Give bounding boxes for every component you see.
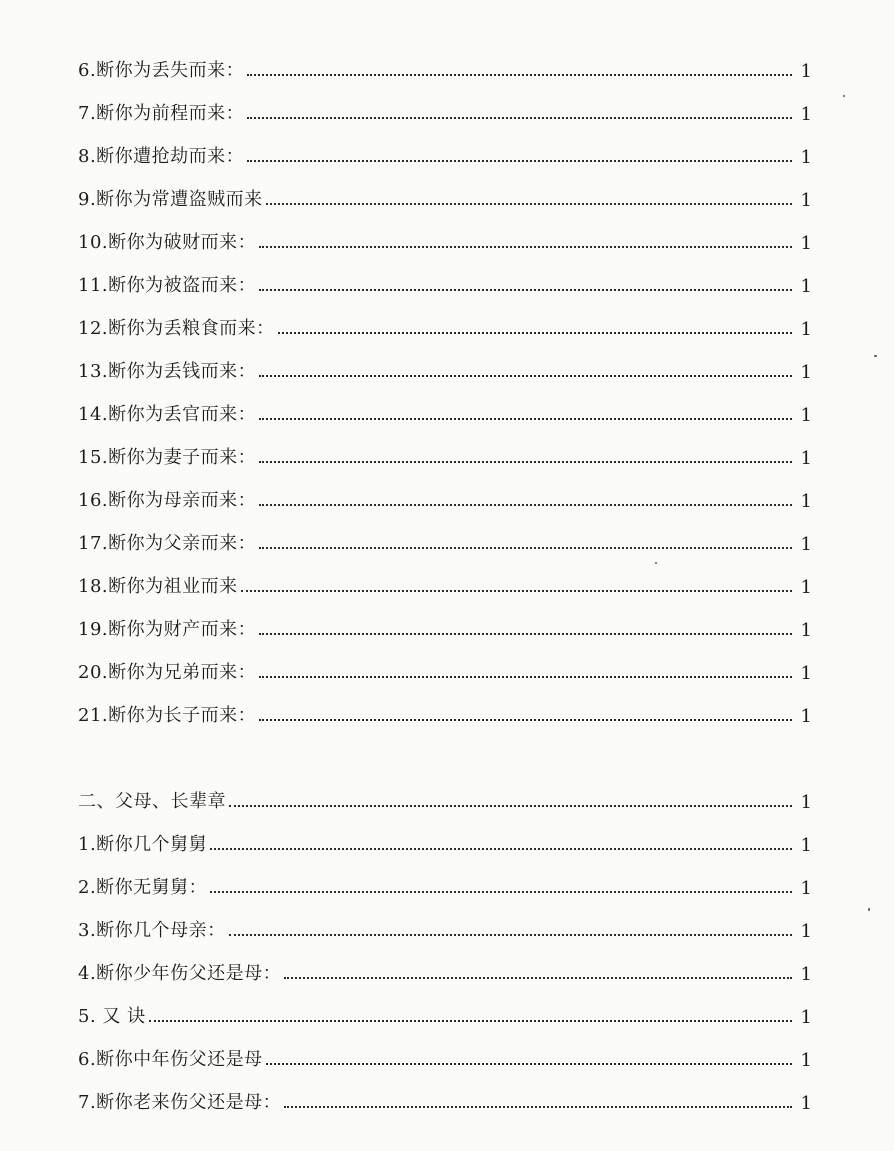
page-number: 1 [800,577,812,598]
dot-leader [259,246,792,248]
toc-entry[interactable] [78,955,812,985]
entry-label: 19.断你为财产而来： [78,619,257,640]
dot-leader [259,719,792,721]
page-number: 1 [800,1007,812,1028]
toc-entry[interactable] [78,95,812,125]
page-number: 1 [800,663,812,684]
entry-label: 8.断你遭抢劫而来： [78,146,245,167]
dot-leader [210,891,792,893]
page-number: 1 [800,878,812,899]
page-number: 1 [800,319,812,340]
toc-entry[interactable] [78,224,812,254]
entry-label: 16.断你为母亲而来： [78,490,257,511]
toc-entry[interactable] [78,52,812,82]
dot-leader [229,805,792,807]
dot-leader [259,633,792,635]
dot-leader [284,1106,792,1108]
page-number: 1 [800,491,812,512]
page-number: 1 [800,104,812,125]
dot-leader [259,289,792,291]
entry-label: 13.断你为丢钱而来： [78,361,257,382]
dot-leader [247,117,792,119]
page-number: 1 [800,1050,812,1071]
dot-leader [259,375,792,377]
entry-label: 17.断你为父亲而来： [78,533,257,554]
page-number: 1 [800,706,812,727]
dot-leader [259,676,792,678]
page-number: 1 [800,792,812,813]
dot-leader [266,203,792,205]
page-number: 1 [800,835,812,856]
toc-entry[interactable] [78,353,812,383]
toc-entry[interactable] [78,611,812,641]
page-number: 1 [800,1093,812,1114]
entry-label: 6.断你为丢失而来： [78,60,245,81]
page-number: 1 [800,405,812,426]
page-number: 1 [800,620,812,641]
dot-leader [266,1063,792,1065]
page-number: 1 [800,921,812,942]
toc-entry[interactable] [78,138,812,168]
dot-leader [241,590,792,592]
section-heading-label: 二、父母、长辈章 [78,791,226,812]
dot-leader [259,547,792,549]
toc-entry[interactable] [78,826,812,856]
dot-leader [210,848,792,850]
page-number: 1 [800,276,812,297]
entry-label: 6.断你中年伤父还是母 [78,1049,263,1070]
toc-entry[interactable] [78,697,812,727]
toc-entry[interactable] [78,568,812,598]
entry-label: 10.断你为破财而来： [78,232,257,253]
entry-label: 5. 又 诀 [78,1006,146,1027]
dot-leader [259,418,792,420]
dot-leader [247,74,792,76]
section-heading[interactable] [78,783,812,813]
entry-label: 11.断你为被盗而来： [78,275,257,296]
entry-label: 12.断你为丢粮食而来： [78,318,275,339]
toc-entry[interactable] [78,998,812,1028]
entry-label: 15.断你为妻子而来： [78,447,257,468]
toc-entry[interactable] [78,310,812,340]
toc-entry[interactable] [78,396,812,426]
scan-speck [868,908,870,911]
page-number: 1 [800,190,812,211]
toc-entry[interactable] [78,181,812,211]
toc-entry[interactable] [78,525,812,555]
entry-label: 2.断你无舅舅： [78,877,208,898]
toc-entry[interactable] [78,482,812,512]
entry-label: 7.断你老来伤父还是母： [78,1092,282,1113]
toc-entry[interactable] [78,869,812,899]
dot-leader [284,977,792,979]
toc-entry[interactable] [78,1041,812,1071]
dot-leader [259,461,792,463]
page-number: 1 [800,233,812,254]
dot-leader [149,1020,792,1022]
entry-label: 4.断你少年伤父还是母： [78,963,282,984]
page-number: 1 [800,362,812,383]
scan-speck [874,355,877,357]
page-number: 1 [800,964,812,985]
page-number: 1 [800,534,812,555]
entry-label: 7.断你为前程而来： [78,103,245,124]
dot-leader [229,934,792,936]
toc-entry[interactable] [78,267,812,297]
page-number: 1 [800,448,812,469]
entry-label: 14.断你为丢官而来： [78,404,257,425]
toc-entry[interactable] [78,439,812,469]
dot-leader [259,504,792,506]
page-number: 1 [800,147,812,168]
page-number: 1 [800,61,812,82]
toc-entry[interactable] [78,912,812,942]
dot-leader [247,160,792,162]
toc-entry[interactable] [78,654,812,684]
entry-label: 20.断你为兄弟而来： [78,662,257,683]
scan-speck [843,95,845,97]
toc-entry[interactable] [78,1084,812,1114]
dot-leader [278,332,792,334]
entry-label: 9.断你为常遭盗贼而来 [78,189,263,210]
entry-label: 3.断你几个母亲： [78,920,226,941]
entry-label: 1.断你几个舅舅 [78,834,208,855]
scan-speck [655,562,657,564]
entry-label: 21.断你为长子而来： [78,705,257,726]
entry-label: 18.断你为祖业而来 [78,576,238,597]
